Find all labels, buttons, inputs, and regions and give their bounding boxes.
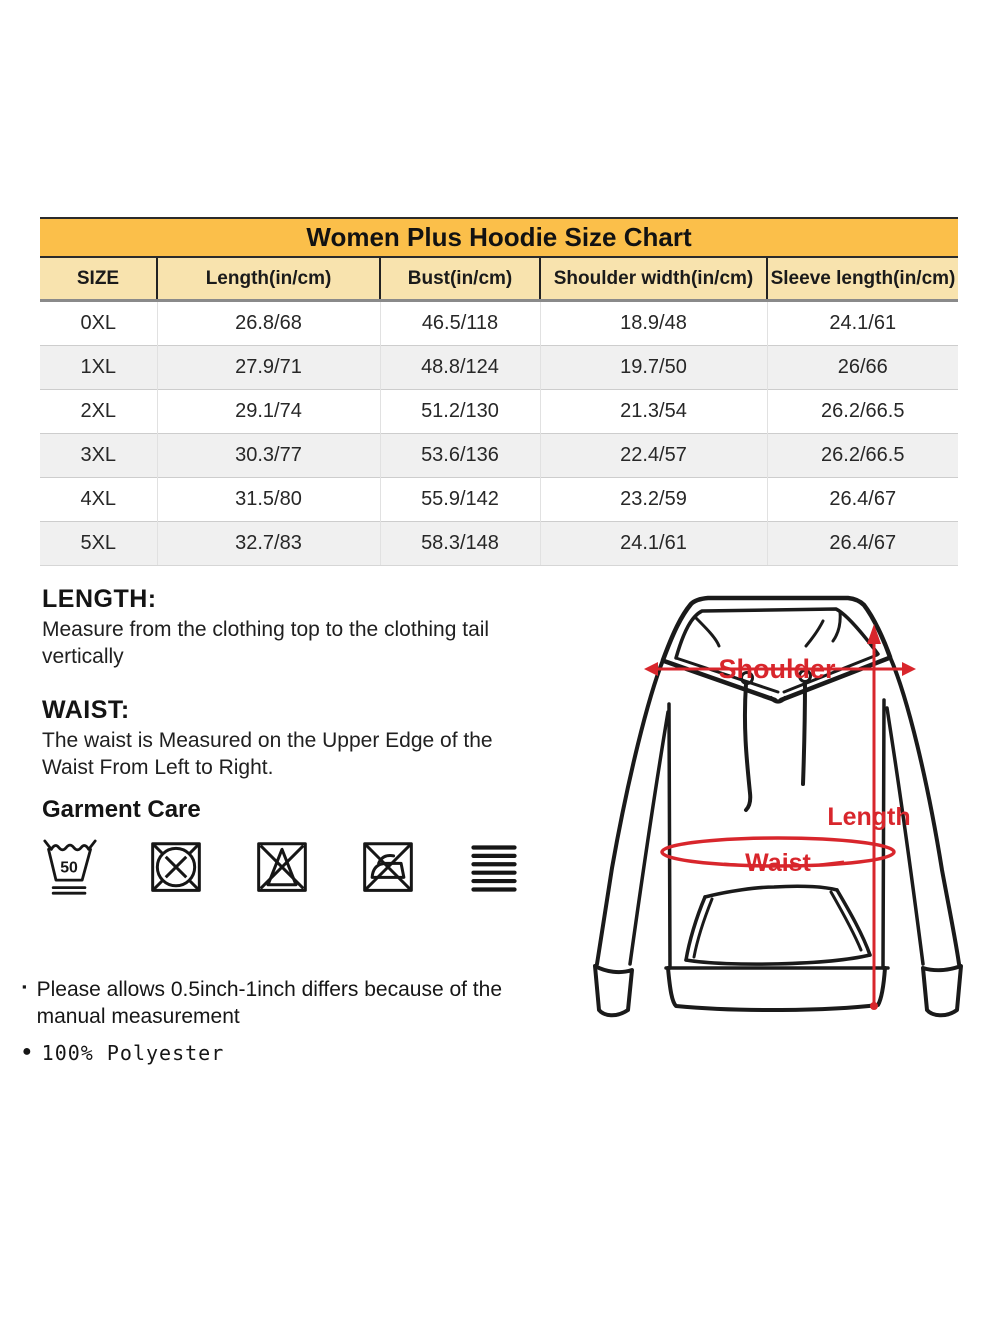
arrow-left-icon — [644, 662, 658, 676]
cell-bust: 58.3/148 — [380, 522, 540, 566]
cell-size: 3XL — [40, 434, 157, 478]
hoodie-measurement-diagram — [578, 578, 998, 1048]
waist-heading: WAIST: — [42, 695, 130, 724]
col-header-length: Length(in/cm) — [157, 258, 380, 301]
cell-bust: 51.2/130 — [380, 390, 540, 434]
garment-care-section — [42, 796, 522, 900]
table-row — [40, 390, 958, 434]
cell-size: 0XL — [40, 301, 157, 346]
col-header-sleeve: Sleeve length(in/cm) — [767, 258, 958, 301]
measuring-notes — [42, 585, 530, 807]
table-row — [40, 346, 958, 390]
shoulder-label: Shoulder — [718, 654, 836, 684]
length-heading: LENGTH: — [42, 585, 157, 613]
cell-length: 26.8/68 — [157, 301, 380, 346]
size-table — [40, 258, 958, 566]
footnote-text: 100% Polyester — [41, 1040, 225, 1065]
cell-length: 30.3/77 — [157, 434, 380, 478]
waist-label: Waist — [745, 849, 811, 877]
size-chart-section — [40, 217, 958, 566]
footnote-material — [22, 1040, 562, 1066]
cell-shoulder: 21.3/54 — [540, 390, 767, 434]
table-header-row — [40, 258, 958, 301]
footnotes — [22, 976, 562, 1075]
do-not-tumble-dry-icon — [148, 836, 204, 900]
col-header-bust: Bust(in/cm) — [380, 258, 540, 301]
cell-bust: 46.5/118 — [380, 301, 540, 346]
cell-size: 4XL — [40, 478, 157, 522]
arrow-end-dot — [870, 1002, 878, 1010]
dry-flat-icon — [466, 836, 522, 900]
cell-sleeve: 26.4/67 — [767, 478, 958, 522]
cell-length: 29.1/74 — [157, 390, 380, 434]
length-description: Measure from the clothing top to the clothing tail vertically — [42, 618, 490, 668]
cell-shoulder: 24.1/61 — [540, 522, 767, 566]
waist-description: The waist is Measured on the Upper Edge of the Waist From Left to Right. — [42, 728, 493, 779]
table-row — [40, 478, 958, 522]
wash-50-icon — [42, 836, 98, 900]
length-label: Length — [827, 803, 911, 831]
cell-size: 2XL — [40, 390, 157, 434]
bullet-icon: ▪ — [22, 979, 27, 994]
cell-sleeve: 26.2/66.5 — [767, 434, 958, 478]
do-not-iron-icon — [360, 836, 416, 900]
cell-sleeve: 26/66 — [767, 346, 958, 390]
cell-size: 5XL — [40, 522, 157, 566]
size-chart-title: Women Plus Hoodie Size Chart — [40, 217, 958, 258]
cell-bust: 48.8/124 — [380, 346, 540, 390]
cell-shoulder: 23.2/59 — [540, 478, 767, 522]
footnote-measurement — [22, 976, 562, 1031]
table-row — [40, 301, 958, 346]
cell-bust: 53.6/136 — [380, 434, 540, 478]
garment-care-icons — [42, 836, 522, 900]
wash-temp-label: 50 — [60, 859, 78, 877]
cell-size: 1XL — [40, 346, 157, 390]
cell-sleeve: 26.4/67 — [767, 522, 958, 566]
table-row — [40, 522, 958, 566]
cell-sleeve: 26.2/66.5 — [767, 390, 958, 434]
table-row — [40, 434, 958, 478]
cell-length: 32.7/83 — [157, 522, 380, 566]
do-not-bleach-icon — [254, 836, 310, 900]
footnote-text: Please allows 0.5inch-1inch differs because of the manual measurement — [36, 978, 503, 1029]
cell-bust: 55.9/142 — [380, 478, 540, 522]
cell-length: 31.5/80 — [157, 478, 380, 522]
arrow-right-icon — [902, 662, 916, 676]
garment-care-heading: Garment Care — [42, 796, 201, 823]
cell-length: 27.9/71 — [157, 346, 380, 390]
col-header-shoulder: Shoulder width(in/cm) — [540, 258, 767, 301]
col-header-size: SIZE — [40, 258, 157, 301]
cell-shoulder: 18.9/48 — [540, 301, 767, 346]
cell-shoulder: 19.7/50 — [540, 346, 767, 390]
cell-sleeve: 24.1/61 — [767, 301, 958, 346]
cell-shoulder: 22.4/57 — [540, 434, 767, 478]
bullet-icon: ● — [22, 1042, 32, 1060]
